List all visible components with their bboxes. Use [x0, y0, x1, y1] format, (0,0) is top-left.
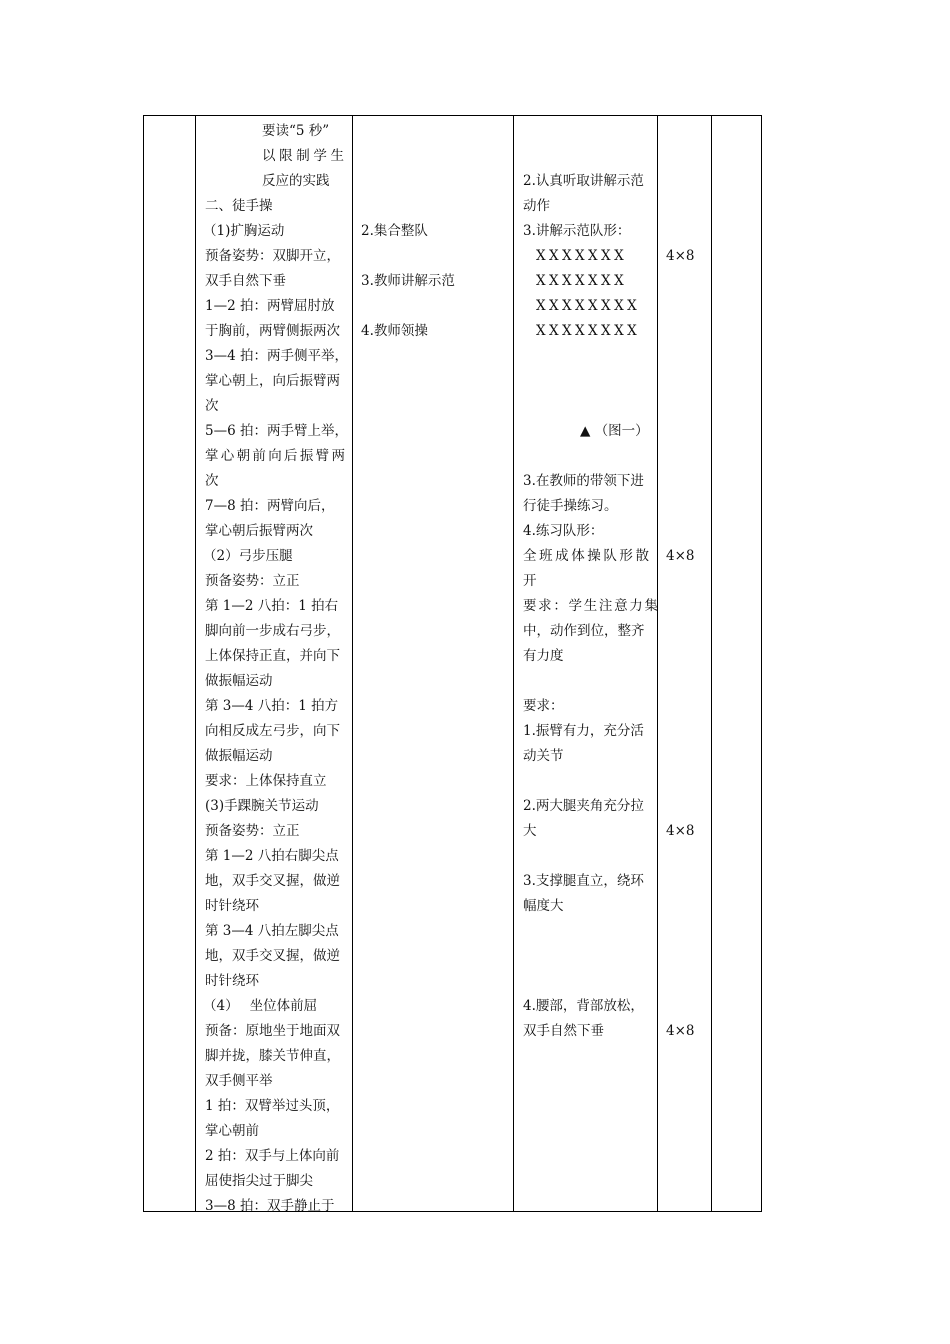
content-line: 做振幅运动 — [205, 673, 273, 689]
content-line: 要读“5 秒” — [262, 123, 330, 139]
content-line: 1 拍：双臂举过头顶， — [205, 1098, 340, 1114]
content-line: 掌心朝后振臂两次 — [205, 523, 313, 539]
formation-row: XXXXXXX — [536, 273, 628, 289]
content-line: 预备姿势：双脚开立， — [205, 248, 340, 264]
student-line: 双手自然下垂 — [523, 1023, 604, 1039]
content-column — [196, 116, 352, 1214]
student-line: 动作 — [523, 198, 550, 214]
teacher-activity-column — [353, 116, 513, 1211]
content-line: 时针绕环 — [205, 898, 259, 914]
content-line: 时针绕环 — [205, 973, 259, 989]
content-line: 上体保持正直，并向下 — [205, 648, 340, 664]
content-line: 反应的实践 — [262, 173, 330, 189]
student-line: 2.认真听取讲解示范 — [523, 173, 644, 189]
student-line: 3.在教师的带领下进 — [523, 473, 644, 489]
student-line: 幅度大 — [523, 898, 564, 914]
formation-row: XXXXXXXX — [536, 298, 641, 314]
exercise-title: （4） 坐位体前屈 — [203, 998, 318, 1014]
content-line: 第 1—2 八拍：1 拍右 — [205, 598, 339, 614]
content-line: 掌心朝上，向后振臂两 — [205, 373, 340, 389]
student-line: 行徒手操练习。 — [523, 498, 618, 514]
exercise-title: （1)扩胸运动 — [203, 223, 285, 239]
content-line: 5—6 拍：两手臂上举， — [205, 423, 348, 439]
section-heading: 二、徒手操 — [205, 198, 273, 214]
content-line: 1—2 拍：两臂屈肘放 — [205, 298, 335, 314]
content-line: 做振幅运动 — [205, 748, 273, 764]
content-line: 3—8 拍：双手静止于 — [205, 1198, 335, 1214]
formation-row: XXXXXXXX — [536, 323, 641, 339]
student-line: 中，动作到位，整齐 — [523, 623, 645, 639]
content-line: 屈使指尖过于脚尖 — [205, 1173, 313, 1189]
student-line: 动关节 — [523, 748, 564, 764]
content-line: 掌心朝前 — [205, 1123, 259, 1139]
column-divider — [711, 116, 712, 1211]
content-line: 双手自然下垂 — [205, 273, 286, 289]
content-line: 地，双手交叉握，做逆 — [205, 948, 340, 964]
content-line: 掌心朝前向后振臂两 — [205, 448, 345, 464]
content-line: 第 3—4 八拍：1 拍方 — [205, 698, 339, 714]
content-line: 预备姿势：立正 — [205, 573, 300, 589]
content-line: 脚向前一步成右弓步， — [205, 623, 340, 639]
content-line: 向相反成左弓步，向下 — [205, 723, 340, 739]
student-line: 2.两大腿夹角充分拉 — [523, 798, 644, 814]
content-line: 脚并拢，膝关节伸直， — [205, 1048, 340, 1064]
student-line: 要求： — [523, 698, 564, 714]
student-line: 3.讲解示范队形： — [523, 223, 631, 239]
student-activity-column — [514, 116, 657, 1211]
content-line: 以限制学生 — [262, 148, 344, 164]
content-line: 次 — [205, 398, 219, 414]
exercise-title: (3)手踝腕关节运动 — [205, 798, 319, 814]
content-line: 于胸前，两臂侧振两次 — [205, 323, 340, 339]
repetition-count: 4×8 — [666, 823, 695, 839]
formation-row: XXXXXXX — [536, 248, 628, 264]
repetition-count: 4×8 — [666, 1023, 695, 1039]
teacher-step: 2.集合整队 — [361, 223, 428, 239]
student-line: 全班成体操队形散 — [523, 548, 649, 564]
repetition-count: 4×8 — [666, 248, 695, 264]
repetition-count: 4×8 — [666, 548, 695, 564]
teacher-step: 3.教师讲解示范 — [361, 273, 455, 289]
student-line: 4.腰部，背部放松， — [523, 998, 644, 1014]
teacher-step: 4.教师领操 — [361, 323, 428, 339]
content-line: 2 拍：双手与上体向前 — [205, 1148, 340, 1164]
figure-caption: ▲ （图一） — [580, 423, 649, 439]
student-line: 1.振臂有力，充分活 — [523, 723, 644, 739]
content-line: 次 — [205, 473, 219, 489]
student-line: 要求：学生注意力集 — [523, 598, 658, 614]
content-line: 3—4 拍：两手侧平举， — [205, 348, 348, 364]
exercise-title: （2）弓步压腿 — [203, 548, 293, 564]
student-line: 开 — [523, 573, 537, 589]
lesson-plan-table — [143, 115, 762, 1212]
content-line: 预备姿势：立正 — [205, 823, 300, 839]
content-line: 第 3—4 八拍左脚尖点 — [205, 923, 339, 939]
content-line: 第 1—2 八拍右脚尖点 — [205, 848, 339, 864]
content-line: 预备：原地坐于地面双 — [205, 1023, 340, 1039]
student-line: 4.练习队形： — [523, 523, 604, 539]
student-line: 大 — [523, 823, 537, 839]
content-line: 双手侧平举 — [205, 1073, 273, 1089]
content-line: 地，双手交叉握，做逆 — [205, 873, 340, 889]
content-line: 7—8 拍：两臂向后， — [205, 498, 335, 514]
repetitions-column — [658, 116, 711, 1211]
content-line: 要求：上体保持直立 — [205, 773, 327, 789]
student-line: 3.支撑腿直立，绕环 — [523, 873, 644, 889]
student-line: 有力度 — [523, 648, 564, 664]
